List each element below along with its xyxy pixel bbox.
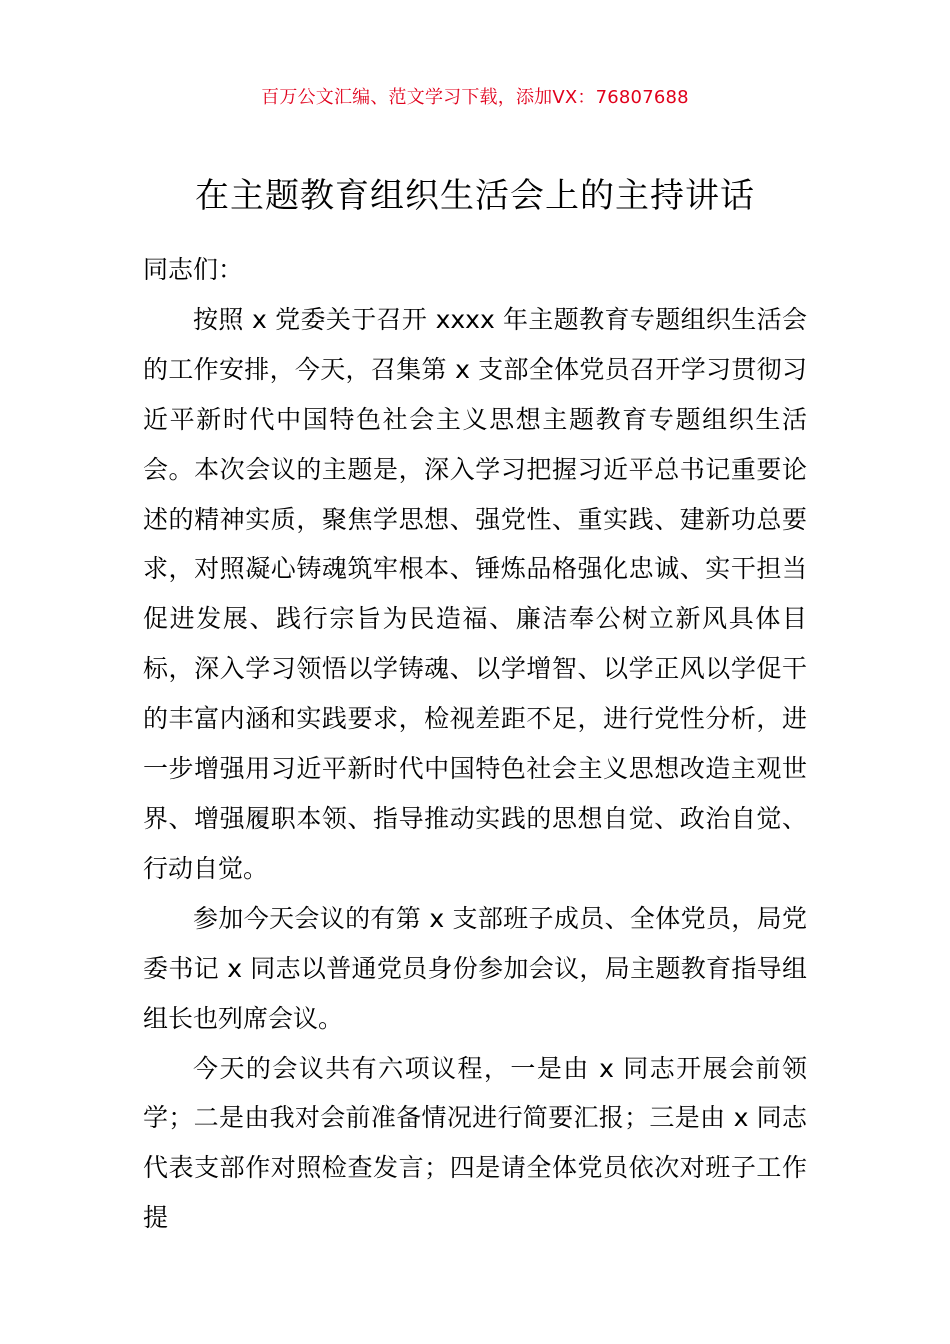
watermark-banner: 百万公文汇编、范文学习下载，添加VX：76807688	[261, 87, 689, 108]
paragraph-attendees: 参加今天会议的有第 x 支部班子成员、全体党员，局党委书记 x 同志以普通党员身份参加会议，局主题教育指导组组长也列席会议。	[143, 903, 807, 1033]
document-body	[143, 245, 807, 1243]
paragraph-intro: 按照 x 党委关于召开 xxxx 年主题教育专题组织生活会的工作安排，今天，召集第 x 支部全体党员召开学习贯彻习近平新时代中国特色社会主义思想主题教育专题组织生活会。本次会议的主题是，深入学习把握习近平总书记重要论述的精神实质，聚焦学思想、强党性、重实践、建新功总要求，对照凝心铸魂筑牢根本、锤炼品格强化忠诚、实干担当促进发展、践行宗旨为民造福、廉洁奉公树立新风具体目标，深入学习领悟以学铸魂、以学增智、以学正风以学促干的丰富内涵和实践要求，检视差距不足，进行党性分析，进一步增强用习近平新时代中国特色社会主义思想改造主观世界、增强履职本领、指导推动实践的思想自觉、政治自觉、行动自觉。	[143, 304, 807, 883]
salutation: 同志们：	[143, 255, 244, 284]
document-title: 在主题教育组织生活会上的主持讲话	[195, 176, 755, 216]
paragraph-agenda: 今天的会议共有六项议程，一是由 x 同志开展会前领学；二是由我对会前准备情况进行简要汇报；三是由 x 同志代表支部作对照检查发言；四是请全体党员依次对班子工作提	[143, 1053, 807, 1233]
